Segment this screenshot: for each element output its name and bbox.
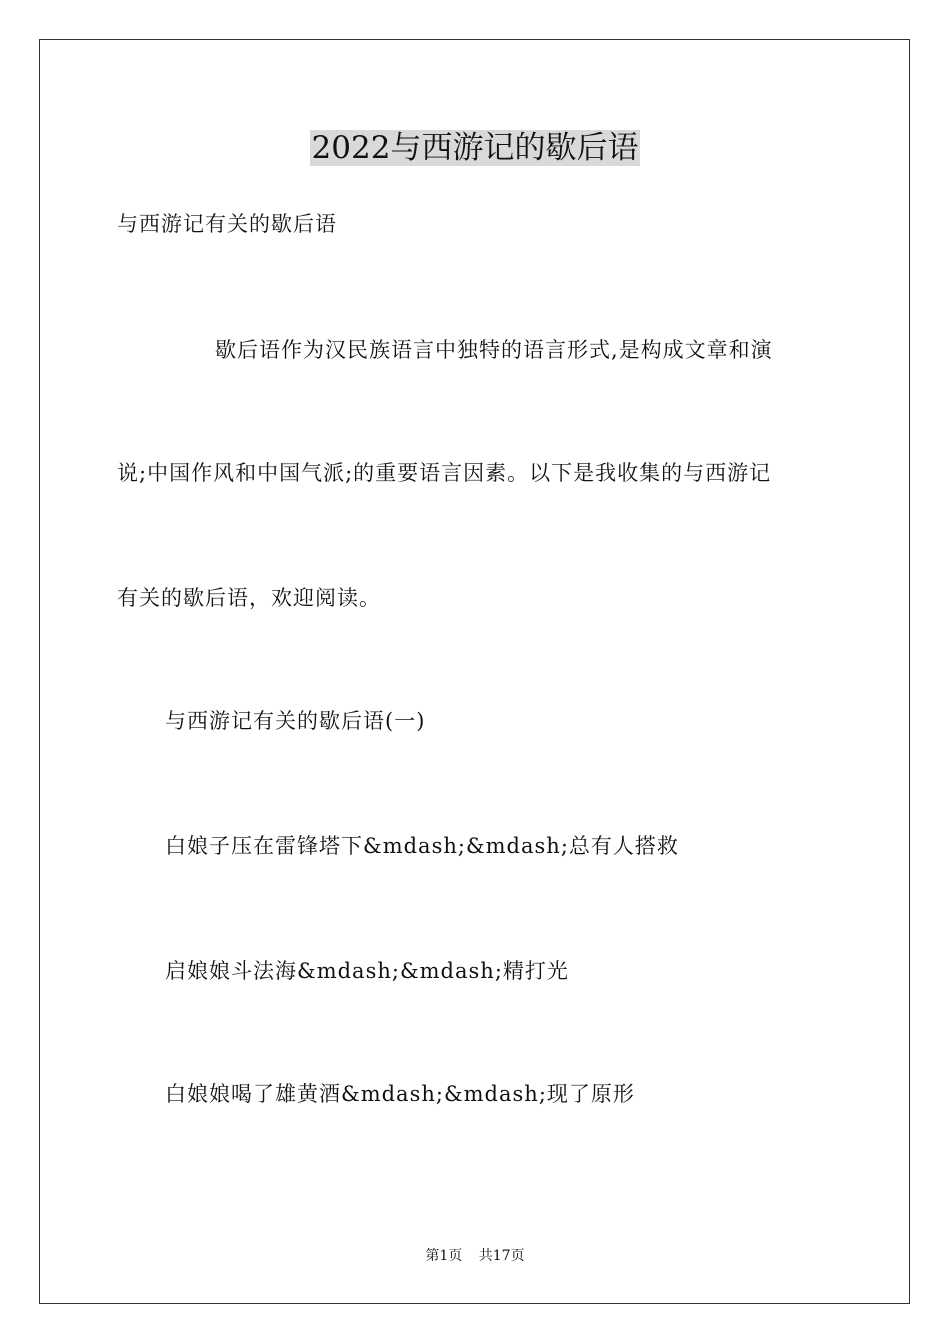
document-title-text: 2022与西游记的歇后语 (311, 130, 639, 166)
page-footer (0, 1246, 950, 1266)
list-item: 白娘子压在雷锋塔下&mdash;&mdash;总有人搭救 (165, 834, 679, 858)
document-title (0, 128, 950, 168)
list-item: 启娘娘斗法海&mdash;&mdash;精打光 (165, 959, 569, 983)
page-total: 共17页 (478, 1248, 525, 1264)
document-subtitle: 与西游记有关的歇后语 (117, 212, 337, 236)
intro-paragraph-line-2: 说;中国作风和中国气派;的重要语言因素。以下是我收集的与西游记 (117, 461, 772, 485)
intro-paragraph-line-1: 歇后语作为汉民族语言中独特的语言形式,是构成文章和演 (215, 338, 773, 362)
intro-paragraph-line-3: 有关的歇后语，欢迎阅读。 (117, 586, 381, 610)
list-item: 白娘娘喝了雄黄酒&mdash;&mdash;现了原形 (165, 1082, 635, 1106)
page-number: 第1页 (425, 1248, 463, 1264)
section-heading: 与西游记有关的歇后语(一) (165, 709, 426, 733)
